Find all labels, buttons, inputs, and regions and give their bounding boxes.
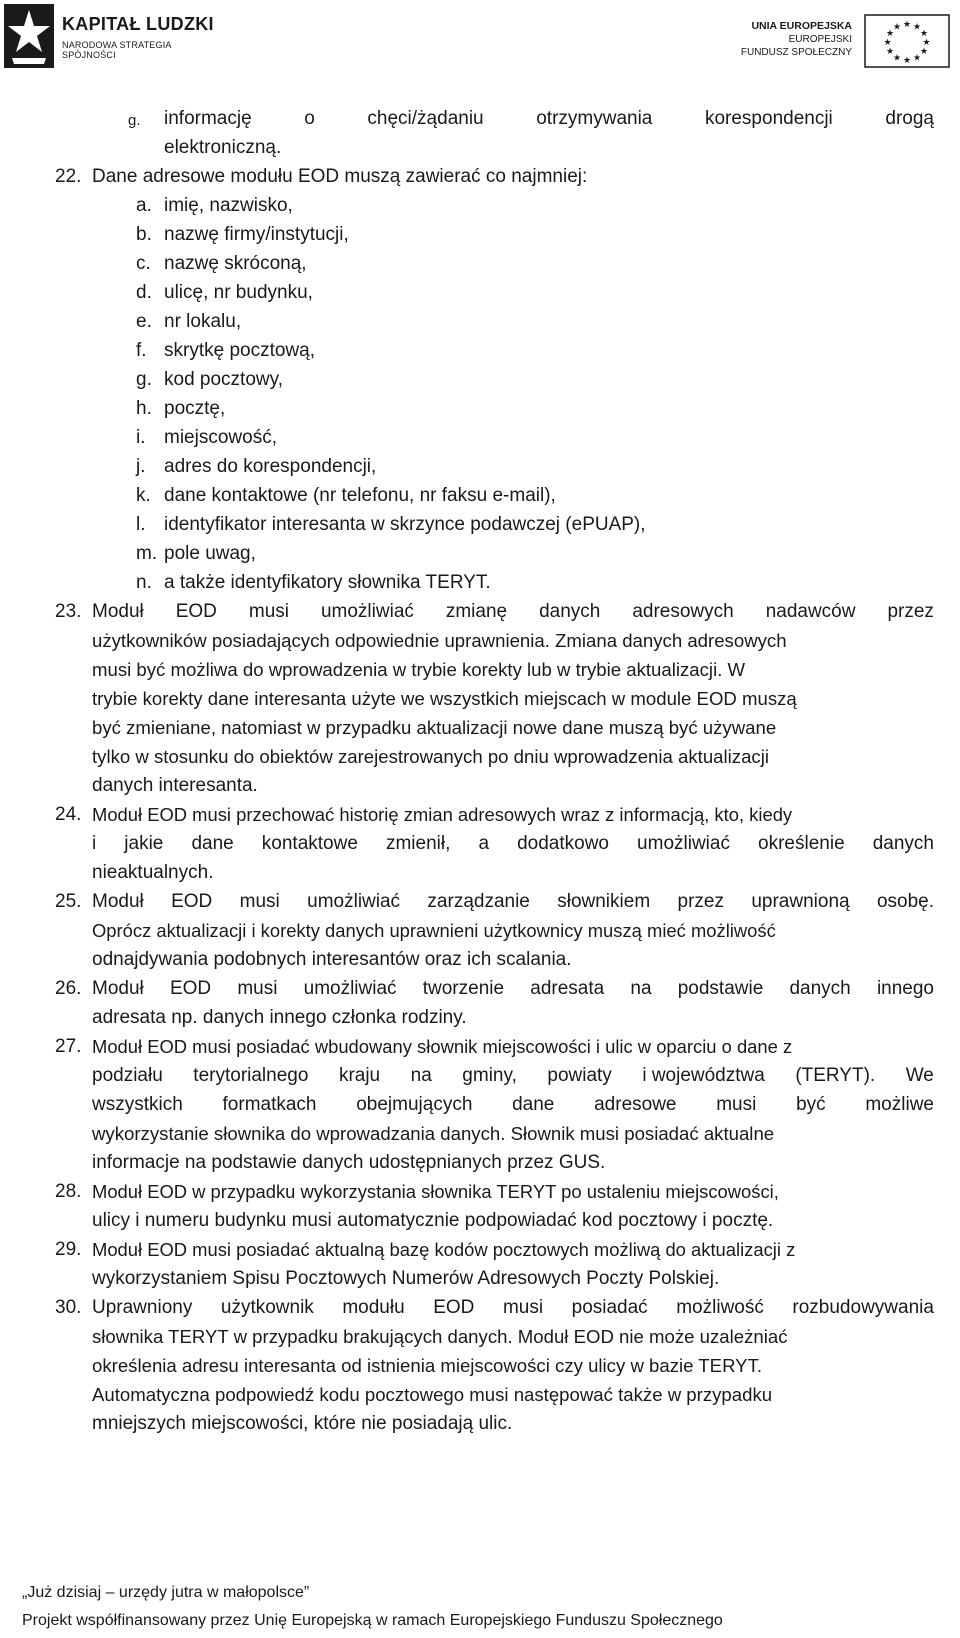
list-marker: 28. — [55, 1181, 82, 1202]
svg-text:★: ★ — [902, 56, 912, 66]
list-item-text: dane kontaktowe (nr telefonu, nr faksu e-mail), — [164, 485, 556, 506]
requirement-text: danych interesanta. — [92, 775, 258, 796]
footer-cofinanced-note: Projekt współfinansowany przez Unię Europejską w ramach Europejskiego Funduszu Społecznego — [22, 1612, 723, 1629]
requirement-text: nieaktualnych. — [92, 862, 214, 883]
list-item-text: miejscowość, — [164, 427, 277, 448]
list-item-text: skrytkę pocztową, — [164, 340, 315, 361]
footer-slogan: „Już dzisiaj – urzędy jutra w małopolsce” — [22, 1584, 310, 1601]
list-marker: 29. — [55, 1239, 82, 1260]
requirement-text: odnajdywania podobnych interesantów oraz ich scalania. — [92, 949, 572, 970]
requirement-text: użytkowników posiadających odpowiednie uprawnienia. Zmiana danych adresowych — [92, 630, 787, 651]
list-marker: h. — [136, 398, 152, 419]
list-marker: e. — [136, 311, 152, 332]
kapital-ludzki-title: KAPITAŁ LUDZKI — [62, 14, 214, 34]
list-marker: g. — [136, 369, 152, 390]
requirement-text: słownika TERYT w przypadku brakujących danych. Moduł EOD nie może uzależniać — [92, 1326, 788, 1347]
eu-logo-line3: FUNDUSZ SPOŁECZNY — [740, 47, 852, 58]
list-marker: 26. — [55, 978, 82, 999]
list-marker: 25. — [55, 891, 82, 912]
list-marker: 24. — [55, 804, 82, 825]
requirement-text: Oprócz aktualizacji i korekty danych uprawnieni użytkownicy muszą mieć możliwość — [92, 920, 776, 941]
list-item-text: imię, nazwisko, — [164, 195, 293, 216]
list-item-text: a także identyfikatory słownika TERYT. — [164, 572, 491, 593]
list-marker: 23. — [55, 601, 82, 622]
requirement-text: Moduł EOD musi posiadać wbudowany słownik miejscowości i ulic w oparciu o dane z — [92, 1036, 793, 1057]
requirement-text: Moduł EOD w przypadku wykorzystania słownika TERYT po ustaleniu miejscowości, — [92, 1181, 779, 1202]
requirement-text: Automatyczna podpowiedź kodu pocztowego musi następować także w przypadku — [92, 1384, 773, 1405]
list-item-text: nazwę firmy/instytucji, — [164, 224, 349, 245]
list-marker: b. — [136, 224, 152, 245]
kapital-ludzki-subtitle: NARODOWA STRATEGIA SPÓJNOŚCI — [62, 40, 172, 60]
svg-text:★: ★ — [922, 38, 931, 48]
requirement-text: wykorzystaniem Spisu Pocztowych Numerów Adresowych Poczty Polskiej. — [92, 1268, 720, 1289]
requirement-text: wszystkich formatkach obejmujących dane adresowe musi być możliwe — [92, 1094, 934, 1115]
list-item-text: informację o chęci/żądaniu otrzymywania korespondencji drogą — [164, 108, 934, 129]
svg-text:★: ★ — [912, 22, 922, 33]
list-marker: 27. — [55, 1036, 82, 1057]
list-item-text: ulicę, nr budynku, — [164, 282, 313, 303]
requirement-text: Moduł EOD musi przechować historię zmian adresowych wraz z informacją, kto, kiedy — [92, 804, 793, 825]
svg-text:★: ★ — [919, 47, 929, 57]
list-marker: a. — [136, 195, 152, 216]
requirement-text: Uprawniony użytkownik modułu EOD musi posiadać możliwość rozbudowywania — [92, 1297, 934, 1318]
list-item-text: pole uwag, — [164, 543, 256, 564]
requirement-text: Moduł EOD musi umożliwiać zarządzanie słownikiem przez uprawnioną osobę. — [92, 891, 934, 912]
svg-text:★: ★ — [912, 53, 922, 64]
svg-text:★: ★ — [892, 22, 902, 33]
list-marker: c. — [136, 253, 151, 274]
svg-text:★: ★ — [919, 29, 929, 39]
list-marker: m. — [136, 543, 158, 564]
requirement-text: trybie korekty dane interesanta użyte we wszystkich miejscach w module EOD muszą — [92, 688, 797, 709]
list-item-text: nazwę skróconą, — [164, 253, 307, 274]
eu-logo-line1: UNIA EUROPEJSKA — [751, 20, 852, 32]
list-marker: n. — [136, 572, 152, 593]
requirement-text: mniejszych miejscowości, które nie posiadają ulic. — [92, 1413, 513, 1434]
requirement-text: Moduł EOD musi posiadać aktualną bazę kodów pocztowych możliwą do aktualizacji z — [92, 1239, 796, 1260]
eu-logo-line2: EUROPEJSKI — [788, 34, 852, 45]
svg-text:★: ★ — [885, 47, 895, 57]
requirement-text: być zmieniane, natomiast w przypadku aktualizacji nowe dane muszą być używane — [92, 717, 777, 738]
requirement-text: Moduł EOD musi umożliwiać tworzenie adresata na podstawie danych innego — [92, 978, 934, 999]
list-marker: i. — [136, 427, 146, 448]
list-marker: g. — [128, 112, 141, 129]
list-marker: f. — [136, 340, 147, 361]
svg-text:★: ★ — [885, 29, 895, 39]
list-marker: d. — [136, 282, 152, 303]
requirement-text: musi być możliwa do wprowadzenia w trybie korekty lub w trybie aktualizacji. W — [92, 659, 746, 680]
list-marker: l. — [136, 514, 146, 535]
requirement-text: ulicy i numeru budynku musi automatycznie podpowiadać kod pocztowy i pocztę. — [92, 1210, 774, 1231]
list-item-text: kod pocztowy, — [164, 369, 283, 390]
list-marker: j. — [136, 456, 146, 477]
requirement-text: adresata np. danych innego członka rodziny. — [92, 1007, 467, 1028]
svg-text:★: ★ — [883, 38, 892, 48]
requirement-text: Moduł EOD musi umożliwiać zmianę danych adresowych nadawców przez — [92, 601, 934, 622]
requirement-text: podziału terytorialnego kraju na gminy, powiaty i województwa (TERYT). We — [92, 1065, 934, 1086]
svg-text:★: ★ — [892, 53, 902, 64]
requirement-text: określenia adresu interesanta od istnienia miejscowości czy ulicy w bazie TERYT. — [92, 1355, 763, 1376]
list-marker: k. — [136, 485, 151, 506]
list-item-text: identyfikator interesanta w skrzynce podawczej (ePUAP), — [164, 514, 646, 535]
requirement-text: i jakie dane kontaktowe zmienił, a dodatkowo umożliwiać określenie danych — [92, 833, 934, 854]
svg-text:★: ★ — [902, 20, 912, 30]
list-item-continuation: elektroniczną. — [164, 137, 282, 158]
requirement-text: wykorzystanie słownika do wprowadzania danych. Słownik musi posiadać aktualne — [92, 1123, 775, 1144]
requirement-text: Dane adresowe modułu EOD muszą zawierać co najmniej: — [92, 166, 588, 187]
requirement-text: informacje na podstawie danych udostępnianych przez GUS. — [92, 1152, 606, 1173]
list-item-text: adres do korespondencji, — [164, 456, 377, 477]
list-marker: 22. — [55, 166, 82, 187]
requirement-text: tylko w stosunku do obiektów zarejestrowanych po dniu wprowadzenia aktualizacji — [92, 746, 769, 767]
list-marker: 30. — [55, 1297, 82, 1318]
list-item-text: nr lokalu, — [164, 311, 242, 332]
list-item-text: pocztę, — [164, 398, 226, 419]
